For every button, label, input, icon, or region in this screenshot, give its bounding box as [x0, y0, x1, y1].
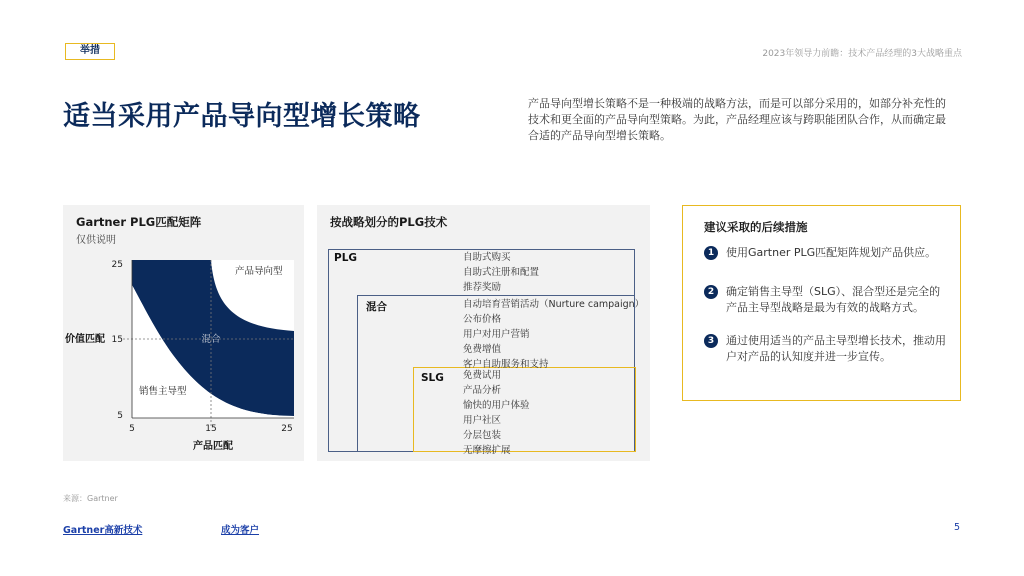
- step-2: [704, 284, 949, 316]
- source-note: 来源：Gartner: [63, 494, 118, 503]
- plg-matrix-panel: [63, 205, 304, 461]
- matrix-title: Gartner PLG匹配矩阵: [76, 215, 202, 229]
- plg-list: [463, 250, 539, 295]
- plg-techniques-panel: [317, 205, 650, 461]
- list-item: 自动培育营销活动（Nurture campaign）: [463, 299, 645, 310]
- step-number-badge: 3: [704, 334, 718, 348]
- list-item: 分层包装: [463, 430, 502, 441]
- page-title: 适当采用产品导向型增长策略: [63, 101, 421, 132]
- y-tick-15: 15: [111, 335, 123, 345]
- x-tick-25: 25: [281, 424, 293, 434]
- list-item: 产品分析: [463, 385, 502, 396]
- list-item: 无摩擦扩展: [463, 445, 511, 456]
- step-1: [704, 245, 949, 261]
- hybrid-list: [463, 297, 644, 372]
- x-tick-15: 15: [205, 424, 217, 434]
- list-item: 自助式购买: [463, 252, 511, 263]
- section-tag: 举措: [65, 43, 115, 60]
- become-client-link[interactable]: 成为客户: [221, 525, 260, 536]
- report-title: 2023年领导力前瞻：技术产品经理的3大战略重点: [762, 49, 962, 59]
- step-text: 确定销售主导型（SLG）、混合型还是完全的产品主导型战略是最为有效的战略方式。: [726, 285, 941, 314]
- next-steps-panel: [682, 205, 961, 401]
- plg-label: PLG: [334, 252, 358, 264]
- y-tick-25: 25: [111, 260, 123, 270]
- intro-paragraph: 产品导向型增长策略不是一种极端的战略方法，而是可以部分采用的，如部分补充性的技术和更全面的产品导向型策略。为此，产品经理应该与跨职能团队合作，从而确定最合适的产品导向型增长策略。: [528, 97, 946, 142]
- gartner-tech-link[interactable]: Gartner高新技术: [63, 525, 143, 536]
- list-item: 客户自助服务和支持: [463, 359, 549, 370]
- region-label-slg: 销售主导型: [139, 386, 187, 397]
- step-text: 使用Gartner PLG匹配矩阵规划产品供应。: [726, 246, 937, 259]
- plg-matrix-chart: [63, 205, 304, 461]
- list-item: 自助式注册和配置: [463, 267, 540, 278]
- y-axis-label: 价值匹配: [65, 334, 105, 345]
- techniques-title: 按战略划分的PLG技术: [330, 215, 448, 229]
- list-item: 愉快的用户体验: [463, 400, 530, 411]
- region-label-plg: 产品导向型: [235, 266, 283, 277]
- list-item: 用户社区: [463, 415, 502, 426]
- matrix-subtitle: 仅供说明: [76, 235, 116, 246]
- list-item: 免费试用: [463, 370, 502, 381]
- step-text: 通过使用适当的产品主导型增长技术，推动用户对产品的认知度并进一步宣传。: [726, 334, 946, 363]
- step-3: [704, 333, 949, 365]
- list-item: 免费增值: [463, 344, 502, 355]
- x-axis-label: 产品匹配: [193, 441, 233, 452]
- page-number: 5: [953, 522, 960, 533]
- slg-list: [463, 368, 530, 458]
- list-item: 用户对用户营销: [463, 329, 530, 340]
- next-steps-title: 建议采取的后续措施: [704, 220, 808, 234]
- step-number-badge: 2: [704, 285, 718, 299]
- slg-label: SLG: [421, 372, 444, 384]
- list-item: 公布价格: [463, 314, 502, 325]
- step-number-badge: 1: [704, 246, 718, 260]
- hybrid-label: 混合: [366, 301, 387, 313]
- list-item: 推荐奖励: [463, 282, 502, 293]
- x-tick-5: 5: [129, 424, 135, 434]
- y-tick-5: 5: [117, 411, 123, 421]
- region-label-hybrid: 混合: [201, 334, 221, 345]
